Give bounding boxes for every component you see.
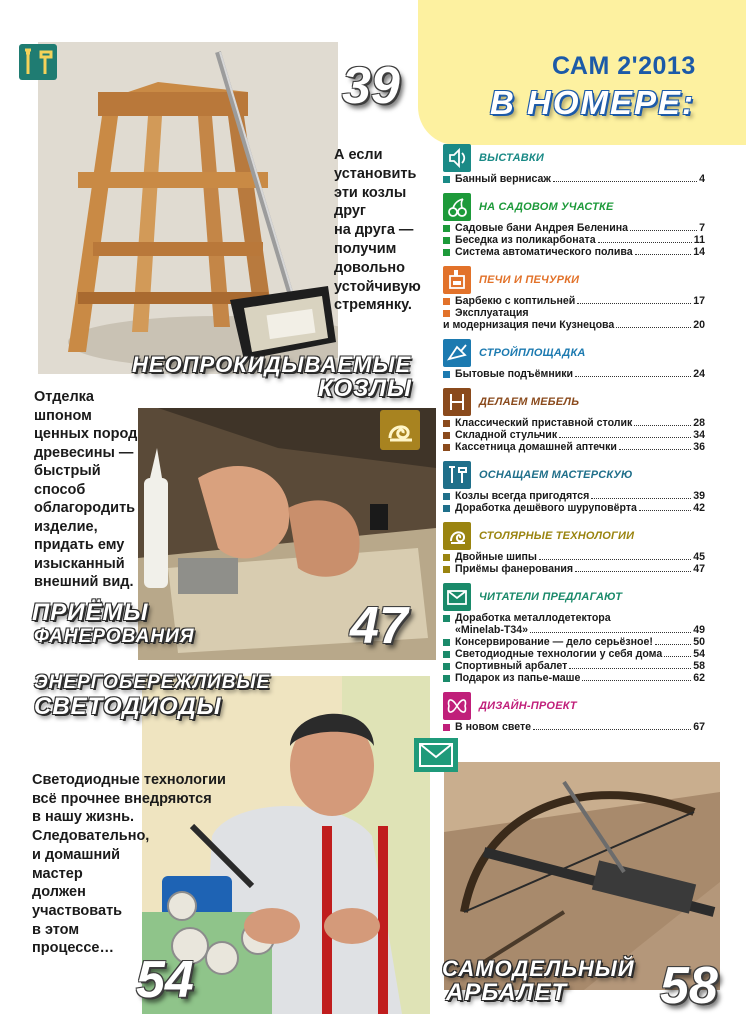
leader-dots	[559, 437, 691, 438]
butterfly-icon	[443, 692, 471, 720]
caption-line: друг	[334, 203, 366, 220]
led-caption	[32, 771, 226, 958]
bullet-square	[443, 651, 450, 658]
caption-line: процессе…	[32, 940, 114, 957]
toc-section-header	[443, 460, 705, 490]
sawhorse-caption	[334, 146, 421, 315]
caption-line: в нашу жизнь.	[32, 809, 135, 826]
toc-entry[interactable]	[443, 234, 705, 246]
bullet-square	[443, 176, 450, 183]
leader-dots	[575, 376, 691, 377]
speaker-icon	[443, 144, 471, 172]
toc-entry[interactable]	[443, 672, 705, 684]
toc-entry-page: 62	[693, 672, 705, 684]
toc-section-title: ВЫСТАВКИ	[479, 152, 544, 164]
toc-entry-title: Барбекю с коптильней	[455, 295, 576, 307]
toc-entry-title: Консервирование — дело серьёзное!	[455, 636, 653, 648]
caption-line: ценных пород	[34, 426, 138, 442]
toc-entry-page: 49	[693, 624, 705, 636]
caption-line: А если	[334, 147, 383, 163]
leader-dots	[598, 242, 692, 243]
issue-number: САМ 2'2013	[552, 52, 696, 80]
toc-entry[interactable]	[443, 246, 705, 258]
bullet-square	[443, 493, 450, 500]
toc-section-title: СТОЛЯРНЫЕ ТЕХНОЛОГИИ	[479, 530, 635, 542]
toc-entry-title: Кассетница домашней аптечки	[455, 441, 617, 453]
toc-entry[interactable]	[443, 295, 705, 307]
caption-line: и домашний	[32, 846, 121, 863]
toc-entry-page: 4	[699, 173, 705, 185]
toc-entry-page: 67	[693, 721, 705, 733]
bullet-square	[443, 444, 450, 451]
leader-dots	[619, 449, 691, 450]
caption-line: Следовательно,	[32, 828, 150, 845]
toc-entry-page: 36	[693, 441, 705, 453]
toc-section-title: ЧИТАТЕЛИ ПРЕДЛАГАЮТ	[479, 591, 623, 603]
toc-section	[443, 691, 705, 733]
bullet-square	[443, 615, 450, 622]
toc-section-title: СТРОЙПЛОЩАДКА	[479, 347, 586, 359]
led-headline-2: СВЕТОДИОДЫ	[34, 693, 222, 720]
veneer-roll-icon	[443, 522, 471, 550]
toc-entry-page: 20	[693, 319, 705, 331]
toc-section-header	[443, 387, 705, 417]
toc-section	[443, 387, 705, 453]
toc-entry[interactable]	[443, 721, 705, 733]
toc-entry[interactable]	[443, 441, 705, 453]
toc-entry[interactable]	[443, 173, 705, 185]
toc-entry-page: 58	[693, 660, 705, 672]
leader-dots	[655, 644, 691, 645]
veneer-icon	[380, 410, 420, 450]
toc-section	[443, 521, 705, 575]
bullet-square	[443, 371, 450, 378]
crossbow-headline-2: АРБАЛЕТ	[446, 979, 568, 1006]
toc-entry-page: 42	[693, 502, 705, 514]
leader-dots	[530, 632, 691, 633]
toc-entry-title: Беседка из поликарбоната	[455, 234, 596, 246]
led-headline-1: ЭНЕРГОБЕРЕЖЛИВЫЕ	[34, 672, 271, 693]
tools-icon	[443, 461, 471, 489]
toc-entry-title: Спортивный арбалет	[455, 660, 568, 672]
caption-line: мастер	[32, 865, 83, 882]
toc-entry[interactable]	[443, 222, 705, 234]
toc-entry-continuation[interactable]	[443, 624, 705, 636]
caption-line: всё прочнее внедряются	[32, 790, 212, 807]
leader-dots	[630, 230, 697, 231]
chair-icon	[443, 388, 471, 416]
caption-line: изысканный	[34, 555, 125, 572]
toc-entry-title: Козлы всегда пригодятся	[455, 490, 590, 502]
toc-section-header	[443, 192, 705, 222]
toc-entry[interactable]	[443, 429, 705, 441]
bullet-square	[443, 237, 450, 244]
caption-line: должен	[32, 884, 86, 901]
toc-section	[443, 192, 705, 258]
caption-line: быстрый	[34, 463, 101, 479]
sawhorse-headline-1: НЕОПРОКИДЫВАЕМЫЕ	[132, 352, 412, 377]
toc-entry-page: 34	[693, 429, 705, 441]
leader-dots	[582, 680, 691, 681]
caption-line: Отделка	[34, 389, 94, 405]
caption-line: эти козлы	[334, 184, 407, 201]
toc-entry-title-cont: «Minelab-T34»	[455, 624, 529, 636]
toc-section	[443, 265, 705, 331]
caption-line: древесины —	[34, 444, 134, 461]
caption-line: Светодиодные технологии	[32, 772, 226, 788]
toc-section-header	[443, 338, 705, 368]
caption-line: внешний вид.	[34, 574, 134, 590]
leader-dots	[539, 559, 691, 560]
toc-entry-title: Доработка дешёвого шуруповёрта	[455, 502, 637, 514]
caption-line: в этом	[32, 921, 80, 938]
toc-entry[interactable]	[443, 490, 705, 502]
toc-section-header	[443, 691, 705, 721]
toc-entry-continuation[interactable]	[443, 319, 705, 331]
table-of-contents	[443, 143, 705, 740]
leader-dots	[634, 425, 691, 426]
bullet-square	[443, 420, 450, 427]
toc-entry-page: 11	[693, 234, 705, 246]
toc-entry-title: Банный вернисаж	[455, 173, 551, 185]
contents-title: В НОМЕРЕ:	[490, 84, 696, 121]
bullet-square	[443, 310, 450, 317]
bullet-square	[443, 724, 450, 731]
bullet-square	[443, 225, 450, 232]
leader-dots	[639, 510, 691, 511]
page-number-58: 58	[660, 957, 718, 1015]
toc-section	[443, 460, 705, 514]
toc-section-header	[443, 265, 705, 295]
toc-entry-title: Доработка металлодетектора	[455, 612, 611, 624]
toc-entry-page: 14	[693, 246, 705, 258]
toc-entry-title: Складной стульчик	[455, 429, 558, 441]
toc-entry-title-cont: и модернизация печи Кузнецова	[443, 319, 615, 331]
toc-entry-title: Двойные шипы	[455, 551, 537, 563]
veneer-caption	[34, 388, 137, 592]
toc-entry[interactable]	[443, 368, 705, 380]
toc-entry[interactable]	[443, 563, 705, 575]
page-number-54: 54	[136, 951, 194, 1009]
caption-line: устойчивую	[334, 278, 421, 295]
toc-section	[443, 582, 705, 684]
caption-line: шпоном	[34, 407, 92, 424]
toc-section-header	[443, 521, 705, 551]
toc-entry-page: 24	[693, 368, 705, 380]
bullet-square	[443, 663, 450, 670]
page-number-47: 47	[350, 597, 408, 655]
caption-line: облагородить	[34, 500, 136, 516]
toc-section-header	[443, 143, 705, 173]
toc-entry-page: 50	[693, 636, 705, 648]
tools-icon	[19, 44, 57, 80]
leader-dots	[575, 571, 691, 572]
toc-section	[443, 143, 705, 185]
toc-section-title: ДЕЛАЕМ МЕБЕЛЬ	[479, 396, 580, 408]
toc-section-title: НА САДОВОМ УЧАСТКЕ	[479, 201, 614, 213]
envelope-icon	[443, 583, 471, 611]
leader-dots	[553, 181, 697, 182]
bullet-square	[443, 566, 450, 573]
sawhorse-photo	[38, 42, 338, 374]
toc-entry-title: Подарок из папье-маше	[455, 672, 581, 684]
toc-entry[interactable]	[443, 307, 705, 319]
toc-entry-title: Светодиодные технологии у себя дома	[455, 648, 663, 660]
bullet-square	[443, 432, 450, 439]
toc-entry[interactable]	[443, 612, 705, 624]
toc-entry-title: Классический приставной столик	[455, 417, 633, 429]
toc-entry-title: Система автоматического полива	[455, 246, 633, 258]
caption-line: установить	[334, 165, 417, 182]
toc-entry-title: Приёмы фанерования	[455, 563, 574, 575]
caption-line: на друга —	[334, 222, 414, 239]
toc-entry-page: 17	[693, 295, 705, 307]
bullet-square	[443, 298, 450, 305]
toc-entry[interactable]	[443, 648, 705, 660]
toc-entry[interactable]	[443, 502, 705, 514]
toc-entry-title: Бытовые подъёмники	[455, 368, 574, 380]
toc-section-header	[443, 582, 705, 612]
toc-entry-page: 28	[693, 417, 705, 429]
toc-entry[interactable]	[443, 551, 705, 563]
sawhorse-headline-2: КОЗЛЫ	[318, 375, 413, 402]
caption-line: изделие,	[34, 518, 98, 535]
toc-entry[interactable]	[443, 417, 705, 429]
leader-dots	[664, 656, 691, 657]
toc-entry-page: 45	[693, 551, 705, 563]
toc-entry-page: 47	[693, 563, 705, 575]
cherry-icon	[443, 193, 471, 221]
leader-dots	[577, 303, 691, 304]
leader-dots	[616, 327, 691, 328]
toc-section-title: ОСНАЩАЕМ МАСТЕРСКУЮ	[479, 469, 633, 481]
bullet-square	[443, 505, 450, 512]
caption-line: участвовать	[32, 902, 123, 919]
toc-entry[interactable]	[443, 636, 705, 648]
leader-dots	[635, 254, 692, 255]
caption-line: получим	[334, 240, 397, 257]
caption-line: стремянку.	[334, 297, 412, 314]
bullet-square	[443, 675, 450, 682]
stove-icon	[443, 266, 471, 294]
envelope-icon	[414, 738, 458, 772]
toc-entry-page: 7	[699, 222, 705, 234]
caption-line: довольно	[334, 259, 406, 276]
veneer-headline-2: ФАНЕРОВАНИЯ	[34, 626, 195, 647]
caption-line: придать ему	[34, 537, 125, 553]
leader-dots	[569, 668, 691, 669]
toc-section-title: ДИЗАЙН-ПРОЕКТ	[479, 700, 577, 712]
toc-section-title: ПЕЧИ И ПЕЧУРКИ	[479, 274, 580, 286]
toc-entry-title: Садовые бани Андрея Беленина	[455, 222, 629, 234]
bullet-square	[443, 249, 450, 256]
toc-entry-title: В новом свете	[455, 721, 532, 733]
toc-entry-title: Эксплуатация	[455, 307, 529, 319]
toc-entry-page: 54	[693, 648, 705, 660]
toc-entry[interactable]	[443, 660, 705, 672]
caption-line: способ	[34, 481, 86, 498]
leader-dots	[591, 498, 691, 499]
leader-dots	[533, 729, 691, 730]
bullet-square	[443, 554, 450, 561]
page-number-39: 39	[342, 57, 400, 115]
veneer-headline-1: ПРИЁМЫ	[32, 599, 149, 626]
trowel-icon	[443, 339, 471, 367]
bullet-square	[443, 639, 450, 646]
toc-entry-page: 39	[693, 490, 705, 502]
toc-section	[443, 338, 705, 380]
crossbow-headline-1: САМОДЕЛЬНЫЙ	[442, 956, 635, 981]
